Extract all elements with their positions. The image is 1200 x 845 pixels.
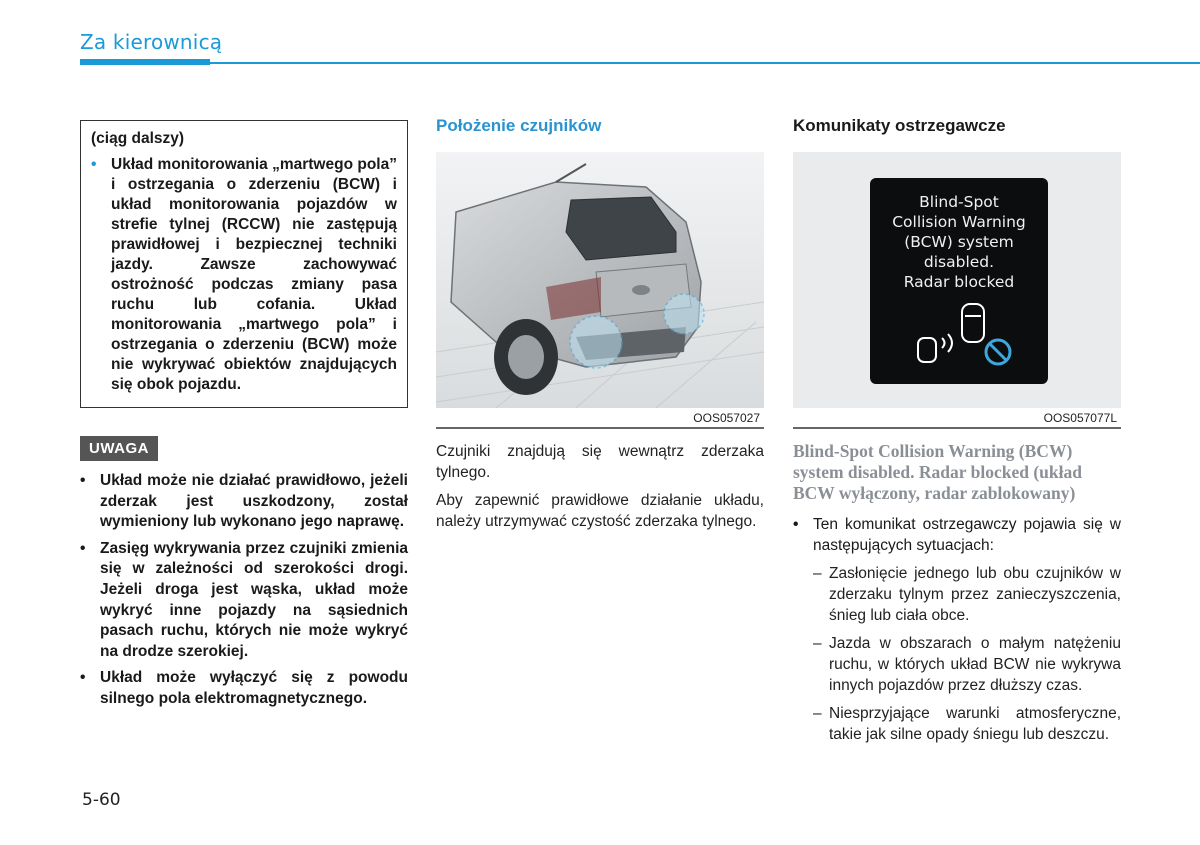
header-rule-accent [80,59,210,65]
section-title: Za kierownicą [80,30,223,54]
sublist-item [813,563,1121,626]
message-bullet [793,514,1121,556]
warning-list [80,471,408,710]
display-line: (BCW) system [904,233,1014,251]
display-line: Blind-Spot [919,193,999,211]
sublist-item-text: Niesprzyjające warunki atmosferyczne, takie jak silne opady śniegu lub deszczu. [829,704,1121,743]
warning-item [80,668,408,709]
middle-column [436,116,764,539]
display-line: disabled. [923,253,995,271]
car-rear-illustration [436,152,764,408]
display-line: Collision Warning [892,213,1026,231]
sublist-item-text: Jazda w obszarach o małym natężeniu ruchu, w których układ BCW nie wykrywa innych pojazdów przez dłuższy czas. [829,634,1121,694]
bullet-icon: • [80,669,86,687]
page-number: 5-60 [82,790,121,810]
warning-item-text: Układ może nie działać prawidłowo, jeżeli zderzak jest uszkodzony, został wymieniony lub wykonano jego naprawę. [100,472,408,531]
warning-item-text: Układ może wyłączyć się z powodu silnego pola elektromagnetycznego. [100,669,408,707]
figure-rule [793,427,1121,429]
warning-item-text: Zasięg wykrywania przez czujniki zmienia się w zależności od szerokości drogi. Jeżeli droga jest wąska, układ może wykryć inne pojazdy na sąsiednich pasach ruchu, których nie może wykryć na drodze szerokiej. [100,539,408,660]
cluster-display-figure [793,152,1121,408]
bullet-icon: • [80,472,86,489]
dash-icon: – [813,634,822,652]
bullet-icon: • [793,515,799,533]
warning-messages-heading: Komunikaty ostrzegawcze [793,116,1006,135]
warning-item [80,471,408,533]
sensor-paragraph: Aby zapewnić prawidłowe działanie układu, należy utrzymywać czystość zderzaka tylnego. [436,491,764,530]
left-column [80,120,408,716]
blind-spot-radar-blocked-icon [910,298,1020,376]
figure-rule [436,427,764,429]
sensor-paragraph: Czujniki znajdują się wewnątrz zderzaka tylnego. [436,442,764,481]
header-rule [80,62,1200,64]
bullet-icon: • [91,156,97,173]
right-column [793,116,1121,752]
warning-label: UWAGA [80,436,158,461]
dash-icon: – [813,704,822,722]
note-bullet [91,155,397,395]
figure-code: OOS057077L [1043,411,1117,425]
continued-note-box [80,120,408,408]
bullet-icon: • [80,539,86,557]
display-line: Radar blocked [903,273,1015,291]
sublist-item [813,703,1121,745]
sublist-item [813,633,1121,696]
message-title: Blind-Spot Collision Warning (BCW) system disabled. Radar blocked (układ BCW wyłączony, radar zablokowany) [793,440,1082,503]
warning-item [80,539,408,663]
sublist-item-text: Zasłonięcie jednego lub obu czujników w zderzaku tylnym przez zanieczyszczenia, śnieg lub ciała obce. [829,564,1121,624]
display-text [870,192,1048,292]
cluster-display [870,178,1048,384]
continued-label: (ciąg dalszy) [91,130,185,147]
message-sublist [813,563,1121,745]
sensor-location-heading: Położenie czujników [436,116,602,135]
dash-icon: – [813,564,822,582]
message-bullet-text: Ten komunikat ostrzegawczy pojawia się w następujących sytuacjach: [813,515,1121,554]
car-rear-figure [436,152,764,408]
figure-code: OOS057027 [693,411,760,425]
note-bullet-text: Układ monitorowania „martwego pola” i ostrzegania o zderzeniu (BCW) i układ monitorowania pojazdów w strefie tylnej (RCCW) nie zastępują prawidłowej i bezpiecznej techniki jazdy. Zawsze zachowywać ostrożność podczas zmiany pasa ruchu lub cofania. Układ monitorowania „martwego pola” i ostrzegania o zderzeniu (BCW) może nie wykrywać obiektów znajdujących się obok pojazdu. [111,156,397,393]
